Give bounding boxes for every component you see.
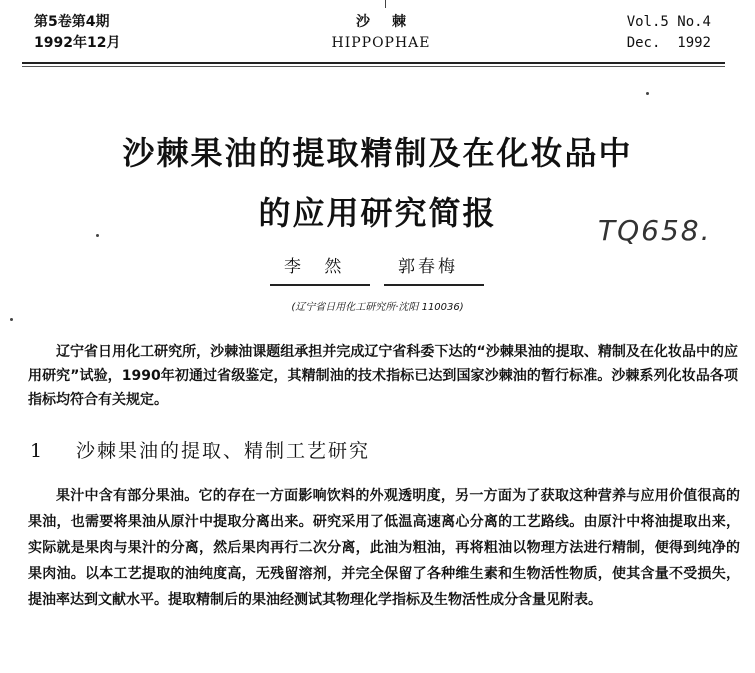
article-title-line2: 的应用研究简报 — [258, 194, 497, 232]
author-2: 郭春梅 — [398, 257, 458, 277]
header-center — [306, 12, 456, 54]
abstract-paragraph: 辽宁省日用化工研究所，沙棘油课题组承担并完成辽宁省科委下达的“沙棘果油的提取、精制及在化妆品中的应用研究”试验，1990年初通过省级鉴定，其精制油的技术指标已达到国家沙棘油的暂行标准。沙棘系列化妆品各项指标均符合有关规定。 — [28, 344, 738, 408]
journal-title-en: HIPPOPHAE — [331, 35, 431, 51]
author-2-underline — [384, 284, 484, 286]
author-1-underline — [270, 284, 370, 286]
scan-speck — [96, 234, 99, 237]
header-left — [34, 12, 120, 54]
scan-speck — [10, 318, 13, 321]
date-en: Dec. 1992 — [626, 35, 711, 51]
header-rule-thick — [22, 62, 725, 64]
section-heading — [30, 436, 370, 463]
journal-title-cn: 沙棘 — [356, 14, 428, 30]
volume-issue-cn: 第5卷第4期 — [34, 14, 110, 30]
scan-speck — [646, 92, 649, 95]
section-title: 沙棘果油的提取、精制工艺研究 — [76, 440, 371, 462]
date-cn: 1992年12月 — [34, 35, 121, 51]
header-right — [627, 12, 711, 54]
article-title-line1: 沙棘果油的提取精制及在化妆品中 — [122, 134, 633, 172]
page-tick-mark — [385, 0, 386, 8]
header-rule-thin — [22, 66, 725, 67]
section-number: 1 — [30, 440, 43, 462]
handwritten-classification: TQ658. — [598, 214, 712, 247]
body-paragraph: 果汁中含有部分果油。它的存在一方面影响饮料的外观透明度，另一方面为了获取这种营养与应用价值很高的果油，也需要将果油从原汁中提取分离出来。研究采用了低温高速离心分离的工艺路线。由原汁中将油提取出来，实际就是果肉与果汁的分离，然后果肉再行二次分离，此油为粗油，再将粗油以物理方法进行精制，便得到纯净的果肉油。以本工艺提取的油纯度高，无残留溶剂，并完全保留了各种维生素和生物活性物质，使其含量不受损失，提油率达到文献水平。提取精制后的果油经测试其物理化学指标及生物活性成分含量见附表。 — [28, 488, 740, 608]
affiliation: (辽宁省日用化工研究所·沈阳 110036) — [291, 302, 464, 313]
author-1: 李 然 — [284, 257, 351, 277]
volume-issue-en: Vol.5 No.4 — [626, 14, 711, 30]
